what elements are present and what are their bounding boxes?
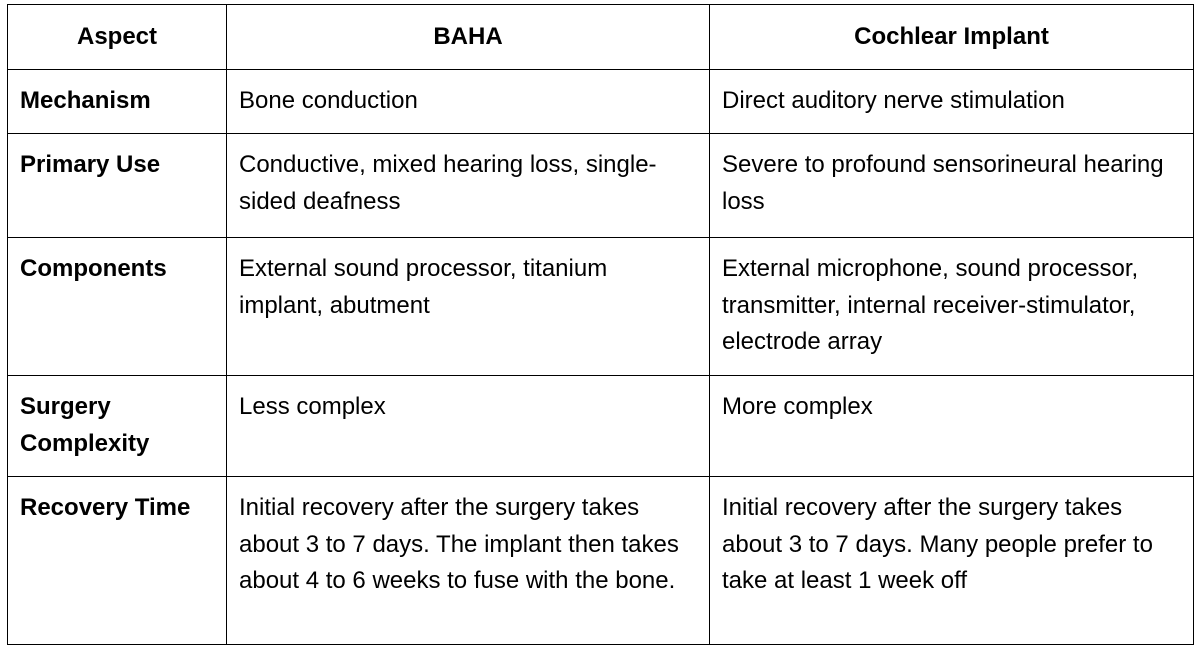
cell-cochlear-primary-use: Severe to profound sensorineural hearing loss — [710, 134, 1194, 238]
row-label-surgery-complexity: Surgery Complexity — [8, 376, 227, 477]
cell-baha-mechanism: Bone conduction — [227, 70, 710, 134]
table-row-surgery-complexity — [8, 376, 1194, 477]
header-cochlear-implant: Cochlear Implant — [710, 5, 1194, 70]
table-row-recovery-time — [8, 477, 1194, 645]
header-aspect: Aspect — [8, 5, 227, 70]
header-row — [8, 5, 1194, 70]
cell-cochlear-surgery-complexity: More complex — [710, 376, 1194, 477]
comparison-table — [7, 4, 1194, 645]
row-label-recovery-time: Recovery Time — [8, 477, 227, 645]
comparison-table-container — [7, 4, 1193, 645]
table-body — [8, 70, 1194, 645]
table-row-mechanism — [8, 70, 1194, 134]
table-row-primary-use — [8, 134, 1194, 238]
cell-baha-primary-use: Conductive, mixed hearing loss, single-sided deafness — [227, 134, 710, 238]
row-label-primary-use: Primary Use — [8, 134, 227, 238]
row-label-mechanism: Mechanism — [8, 70, 227, 134]
cell-cochlear-recovery-time: Initial recovery after the surgery takes about 3 to 7 days. Many people prefer to take at least 1 week off — [710, 477, 1194, 645]
cell-baha-surgery-complexity: Less complex — [227, 376, 710, 477]
table-row-components — [8, 238, 1194, 376]
cell-baha-recovery-time: Initial recovery after the surgery takes about 3 to 7 days. The implant then takes about 4 to 6 weeks to fuse with the bone. — [227, 477, 710, 645]
cell-cochlear-components: External microphone, sound processor, transmitter, internal receiver-stimulator, electrode array — [710, 238, 1194, 376]
cell-cochlear-mechanism: Direct auditory nerve stimulation — [710, 70, 1194, 134]
table-header — [8, 5, 1194, 70]
header-baha: BAHA — [227, 5, 710, 70]
cell-baha-components: External sound processor, titanium implant, abutment — [227, 238, 710, 376]
row-label-components: Components — [8, 238, 227, 376]
